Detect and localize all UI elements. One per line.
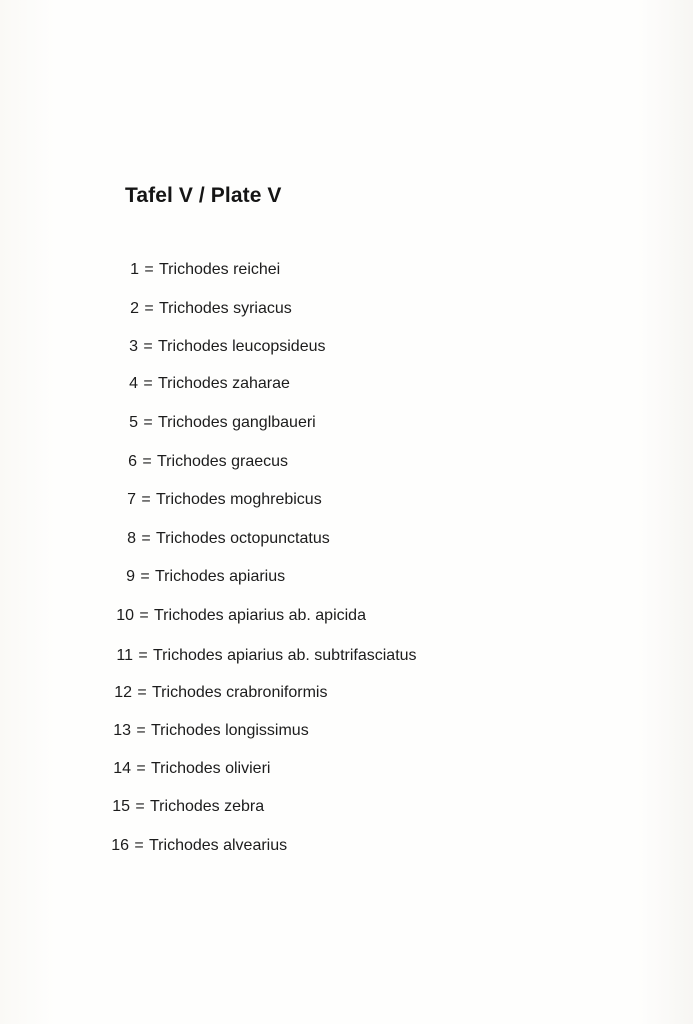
legend-separator: = — [140, 568, 150, 585]
legend-separator: = — [139, 607, 149, 624]
legend-item — [108, 605, 366, 627]
legend-number: 2 — [130, 300, 139, 317]
legend-separator: = — [138, 647, 148, 664]
legend-species-name: Trichodes apiarius ab. apicida — [154, 607, 366, 624]
legend-number: 10 — [116, 607, 134, 624]
legend-item — [105, 720, 309, 742]
legend-separator: = — [137, 684, 147, 701]
legend-item — [112, 336, 326, 358]
legend-item — [110, 489, 322, 511]
legend-number: 6 — [128, 453, 137, 470]
legend-species-name: Trichodes graecus — [157, 453, 289, 470]
legend-separator: = — [141, 491, 151, 508]
legend-separator: = — [144, 300, 154, 317]
legend-item — [111, 451, 288, 473]
legend-number: 4 — [129, 375, 138, 392]
plate-title: Tafel V / Plate V — [125, 184, 282, 207]
legend-number: 15 — [112, 798, 130, 815]
legend-item — [104, 796, 264, 818]
legend-species-name: Trichodes crabroniformis — [152, 684, 328, 701]
legend-species-name: Trichodes zebra — [150, 798, 265, 815]
legend-item — [109, 566, 285, 588]
legend-species-name: Trichodes apiarius — [155, 568, 286, 585]
legend-separator: = — [134, 837, 144, 854]
legend-species-name: Trichodes olivieri — [151, 760, 271, 777]
legend-item — [103, 835, 287, 857]
legend-number: 14 — [113, 760, 131, 777]
legend-item — [106, 682, 327, 704]
legend-species-name: Trichodes leucopsideus — [158, 338, 326, 355]
legend-separator: = — [141, 530, 151, 547]
legend-number: 12 — [114, 684, 132, 701]
legend-item — [110, 528, 330, 550]
legend-number: 13 — [113, 722, 131, 739]
legend-item — [112, 412, 316, 434]
legend-species-name: Trichodes alvearius — [149, 837, 288, 854]
legend-separator: = — [136, 760, 146, 777]
legend-number: 3 — [129, 338, 138, 355]
legend-separator: = — [143, 414, 153, 431]
legend-number: 8 — [127, 530, 136, 547]
legend-item — [107, 645, 417, 667]
legend-separator: = — [144, 261, 154, 278]
legend-number: 1 — [130, 261, 139, 278]
legend-separator: = — [143, 338, 153, 355]
legend-species-name: Trichodes ganglbaueri — [158, 414, 316, 431]
legend-number: 9 — [126, 568, 135, 585]
legend-species-name: Trichodes zaharae — [158, 375, 290, 392]
legend-separator: = — [143, 375, 153, 392]
legend-species-name: Trichodes apiarius ab. subtrifasciatus — [153, 647, 417, 664]
legend-item — [112, 373, 290, 395]
legend-separator: = — [142, 453, 152, 470]
legend-number: 16 — [111, 837, 129, 854]
legend-species-name: Trichodes octopunctatus — [156, 530, 330, 547]
legend-number: 11 — [116, 647, 133, 664]
legend-item — [113, 259, 280, 281]
legend-species-name: Trichodes longissimus — [151, 722, 309, 739]
legend-species-name: Trichodes reichei — [159, 261, 281, 278]
legend-separator: = — [135, 798, 145, 815]
legend-item — [113, 298, 292, 320]
legend-number: 7 — [127, 491, 136, 508]
legend-separator: = — [136, 722, 146, 739]
legend-item — [105, 758, 270, 780]
legend-species-name: Trichodes syriacus — [159, 300, 292, 317]
legend-species-name: Trichodes moghrebicus — [156, 491, 322, 508]
legend-number: 5 — [129, 414, 138, 431]
